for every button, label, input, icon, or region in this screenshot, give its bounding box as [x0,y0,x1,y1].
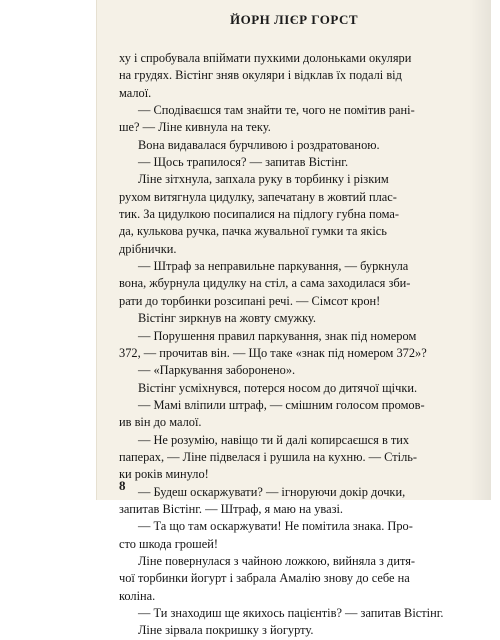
text-line: — Та що там оскаржувати! Не помітила знака. Про- [138,519,413,534]
text-line: чої торбинки йогурт і забрала Амалію знову до себе на [119,571,410,586]
text-line: Вістінг зиркнув на жовту смужку. [138,311,316,326]
text-line: ки років минуло! [119,467,209,482]
text-line: — Ти знаходиш ще якихось пацієнтів? — запитав Вістінг. [138,606,444,620]
text-line: малої. [119,85,152,100]
text-line: — Мамі вліпили штраф, — смішним голосом промов- [138,397,425,412]
text-line: ху і спробувала впіймати пухкими долоньками окуляри [119,51,412,65]
text-line: — Штраф за неправильне паркування, — буркнула [138,259,409,274]
text-line: коліна. [119,588,156,603]
text-line: рухом витягнула цидулку, запечатану в жовтий плас- [119,189,397,204]
text-line: тик. За цидулкою посипалися на підлогу губна пома- [119,207,399,222]
text-line: — Будеш оскаржувати? — ігноруючи докір дочки, [138,484,406,499]
text-line: ше? — Ліне кивнула на теку. [119,120,271,135]
page-number: 8 [119,478,126,493]
running-head: ЙОРН ЛІЄР ГОРСТ [230,12,358,27]
text-line: вона, жбурнула цидулку на стіл, а сама заходилася зби- [119,276,411,291]
text-line: ив він до малої. [119,415,202,430]
text-line: Ліне зірвала покришку з йогурту. [138,623,314,638]
text-line: на грудях. Вістінг зняв окуляри і відклав їх подалі від [119,68,402,83]
text-line: Ліне зітхнула, запхала руку в торбинку і різким [138,172,389,187]
text-line: Вістінг усміхнувся, потерся носом до дитячої щічки. [138,380,418,395]
text-line: дрібнички. [119,241,177,256]
text-line: Вона видавалася бурчливою і роздратованою. [138,137,380,152]
text-line: сто шкода грошей! [119,536,218,551]
text-line: — Сподіваєшся там знайти те, чого не помітив рані- [138,103,415,118]
text-line: да, кулькова ручка, пачка жувальної гумки та якісь [119,224,387,239]
body-text [119,50,462,640]
text-line: запитав Вістінг. — Штраф, я маю на увазі. [119,501,344,516]
text-line: — Щось трапилося? — запитав Вістінг. [138,155,349,170]
text-line: паперах, — Ліне підвелася і рушила на кухню. — Стіль- [119,449,418,464]
book-page [96,0,491,638]
text-line: — «Паркування заборонено». [138,363,296,378]
text-line: Ліне повернулася з чайною ложкою, вийняла з дитя- [138,553,416,568]
text-line: 372, — прочитав він. — Що таке «знак під номером 372»? [119,345,427,360]
text-line: рати до торбинки розсипані речі. — Сімсот крон! [119,293,381,308]
spine-shadow [469,0,491,500]
text-line: — Порушення правил паркування, знак під номером [138,328,417,343]
text-line: — Не розумію, навіщо ти й далі копирсаєшся в тих [138,432,410,447]
